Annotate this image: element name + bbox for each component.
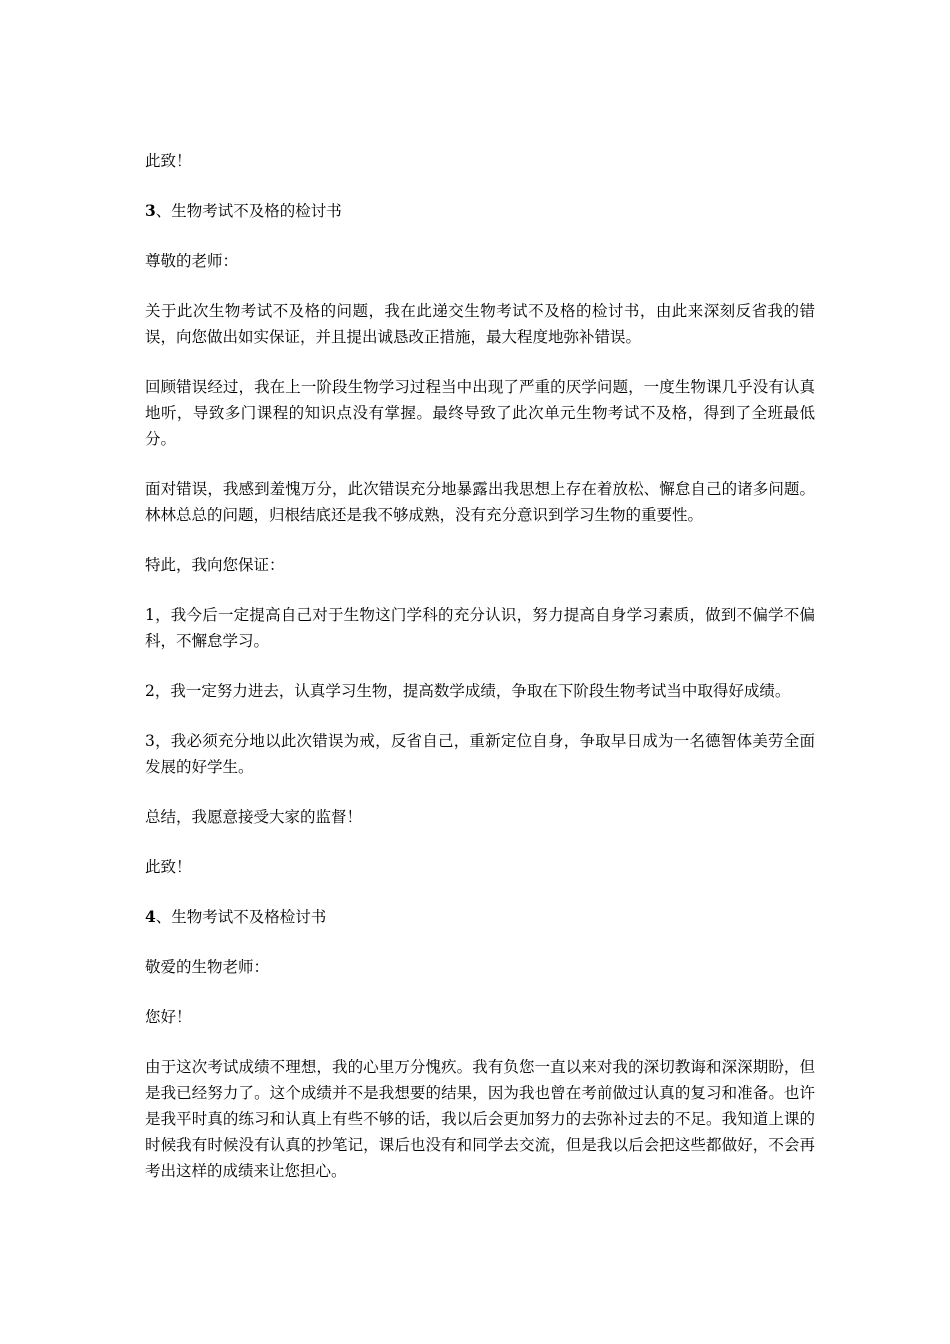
pledge-item: 1，我今后一定提高自己对于生物这门学科的充分认识，努力提高自身学习素质，做到不偏学不偏科，不懈怠学习。 [145, 606, 815, 650]
body-paragraph: 面对错误，我感到羞愧万分，此次错误充分地暴露出我思想上存在着放松、懈怠自己的诸多问题。林林总总的问题，归根结底还是我不够成熟，没有充分意识到学习生物的重要性。 [145, 480, 815, 524]
body-paragraph: 关于此次生物考试不及格的问题，我在此递交生物考试不及格的检讨书，由此来深刻反省我的错误，向您做出如实保证，并且提出诚恳改正措施，最大程度地弥补错误。 [145, 302, 815, 346]
closing-line: 此致！ [145, 152, 192, 170]
closing-line: 此致！ [145, 858, 192, 876]
section-heading-3 [145, 198, 815, 224]
section-title: 、生物考试不及格的检讨书 [155, 202, 342, 220]
salutation: 敬爱的生物老师： [145, 958, 270, 976]
body-paragraph: 回顾错误经过，我在上一阶段生物学习过程当中出现了严重的厌学问题，一度生物课几乎没有认真地听，导致多门课程的知识点没有掌握。最终导致了此次单元生物考试不及格，得到了全班最低分。 [145, 378, 815, 448]
greeting: 您好！ [145, 1008, 192, 1026]
body-paragraph: 特此，我向您保证： [145, 556, 285, 574]
salutation: 尊敬的老师： [145, 252, 239, 270]
pledge-item: 3，我必须充分地以此次错误为戒，反省自己，重新定位自身，争取早日成为一名德智体美劳全面发展的好学生。 [145, 732, 815, 776]
section-number: 4 [145, 907, 156, 926]
body-paragraph: 总结，我愿意接受大家的监督！ [145, 808, 363, 826]
section-number: 3 [145, 201, 156, 220]
document-page [145, 148, 815, 1208]
section-heading-4 [145, 904, 815, 930]
section-title: 、生物考试不及格检讨书 [155, 908, 327, 926]
body-paragraph: 由于这次考试成绩不理想，我的心里万分愧疚。我有负您一直以来对我的深切教诲和深深期盼，但是我已经努力了。这个成绩并不是我想要的结果，因为我也曾在考前做过认真的复习和准备。也许是我平时真的练习和认真上有些不够的话，我以后会更加努力的去弥补过去的不足。我知道上课的时候我有时候没有认真的抄笔记，课后也没有和同学去交流，但是我以后会把这些都做好，不会再考出这样的成绩来让您担心。 [145, 1058, 815, 1180]
pledge-item: 2，我一定努力进去，认真学习生物，提高数学成绩，争取在下阶段生物考试当中取得好成绩。 [145, 682, 791, 700]
